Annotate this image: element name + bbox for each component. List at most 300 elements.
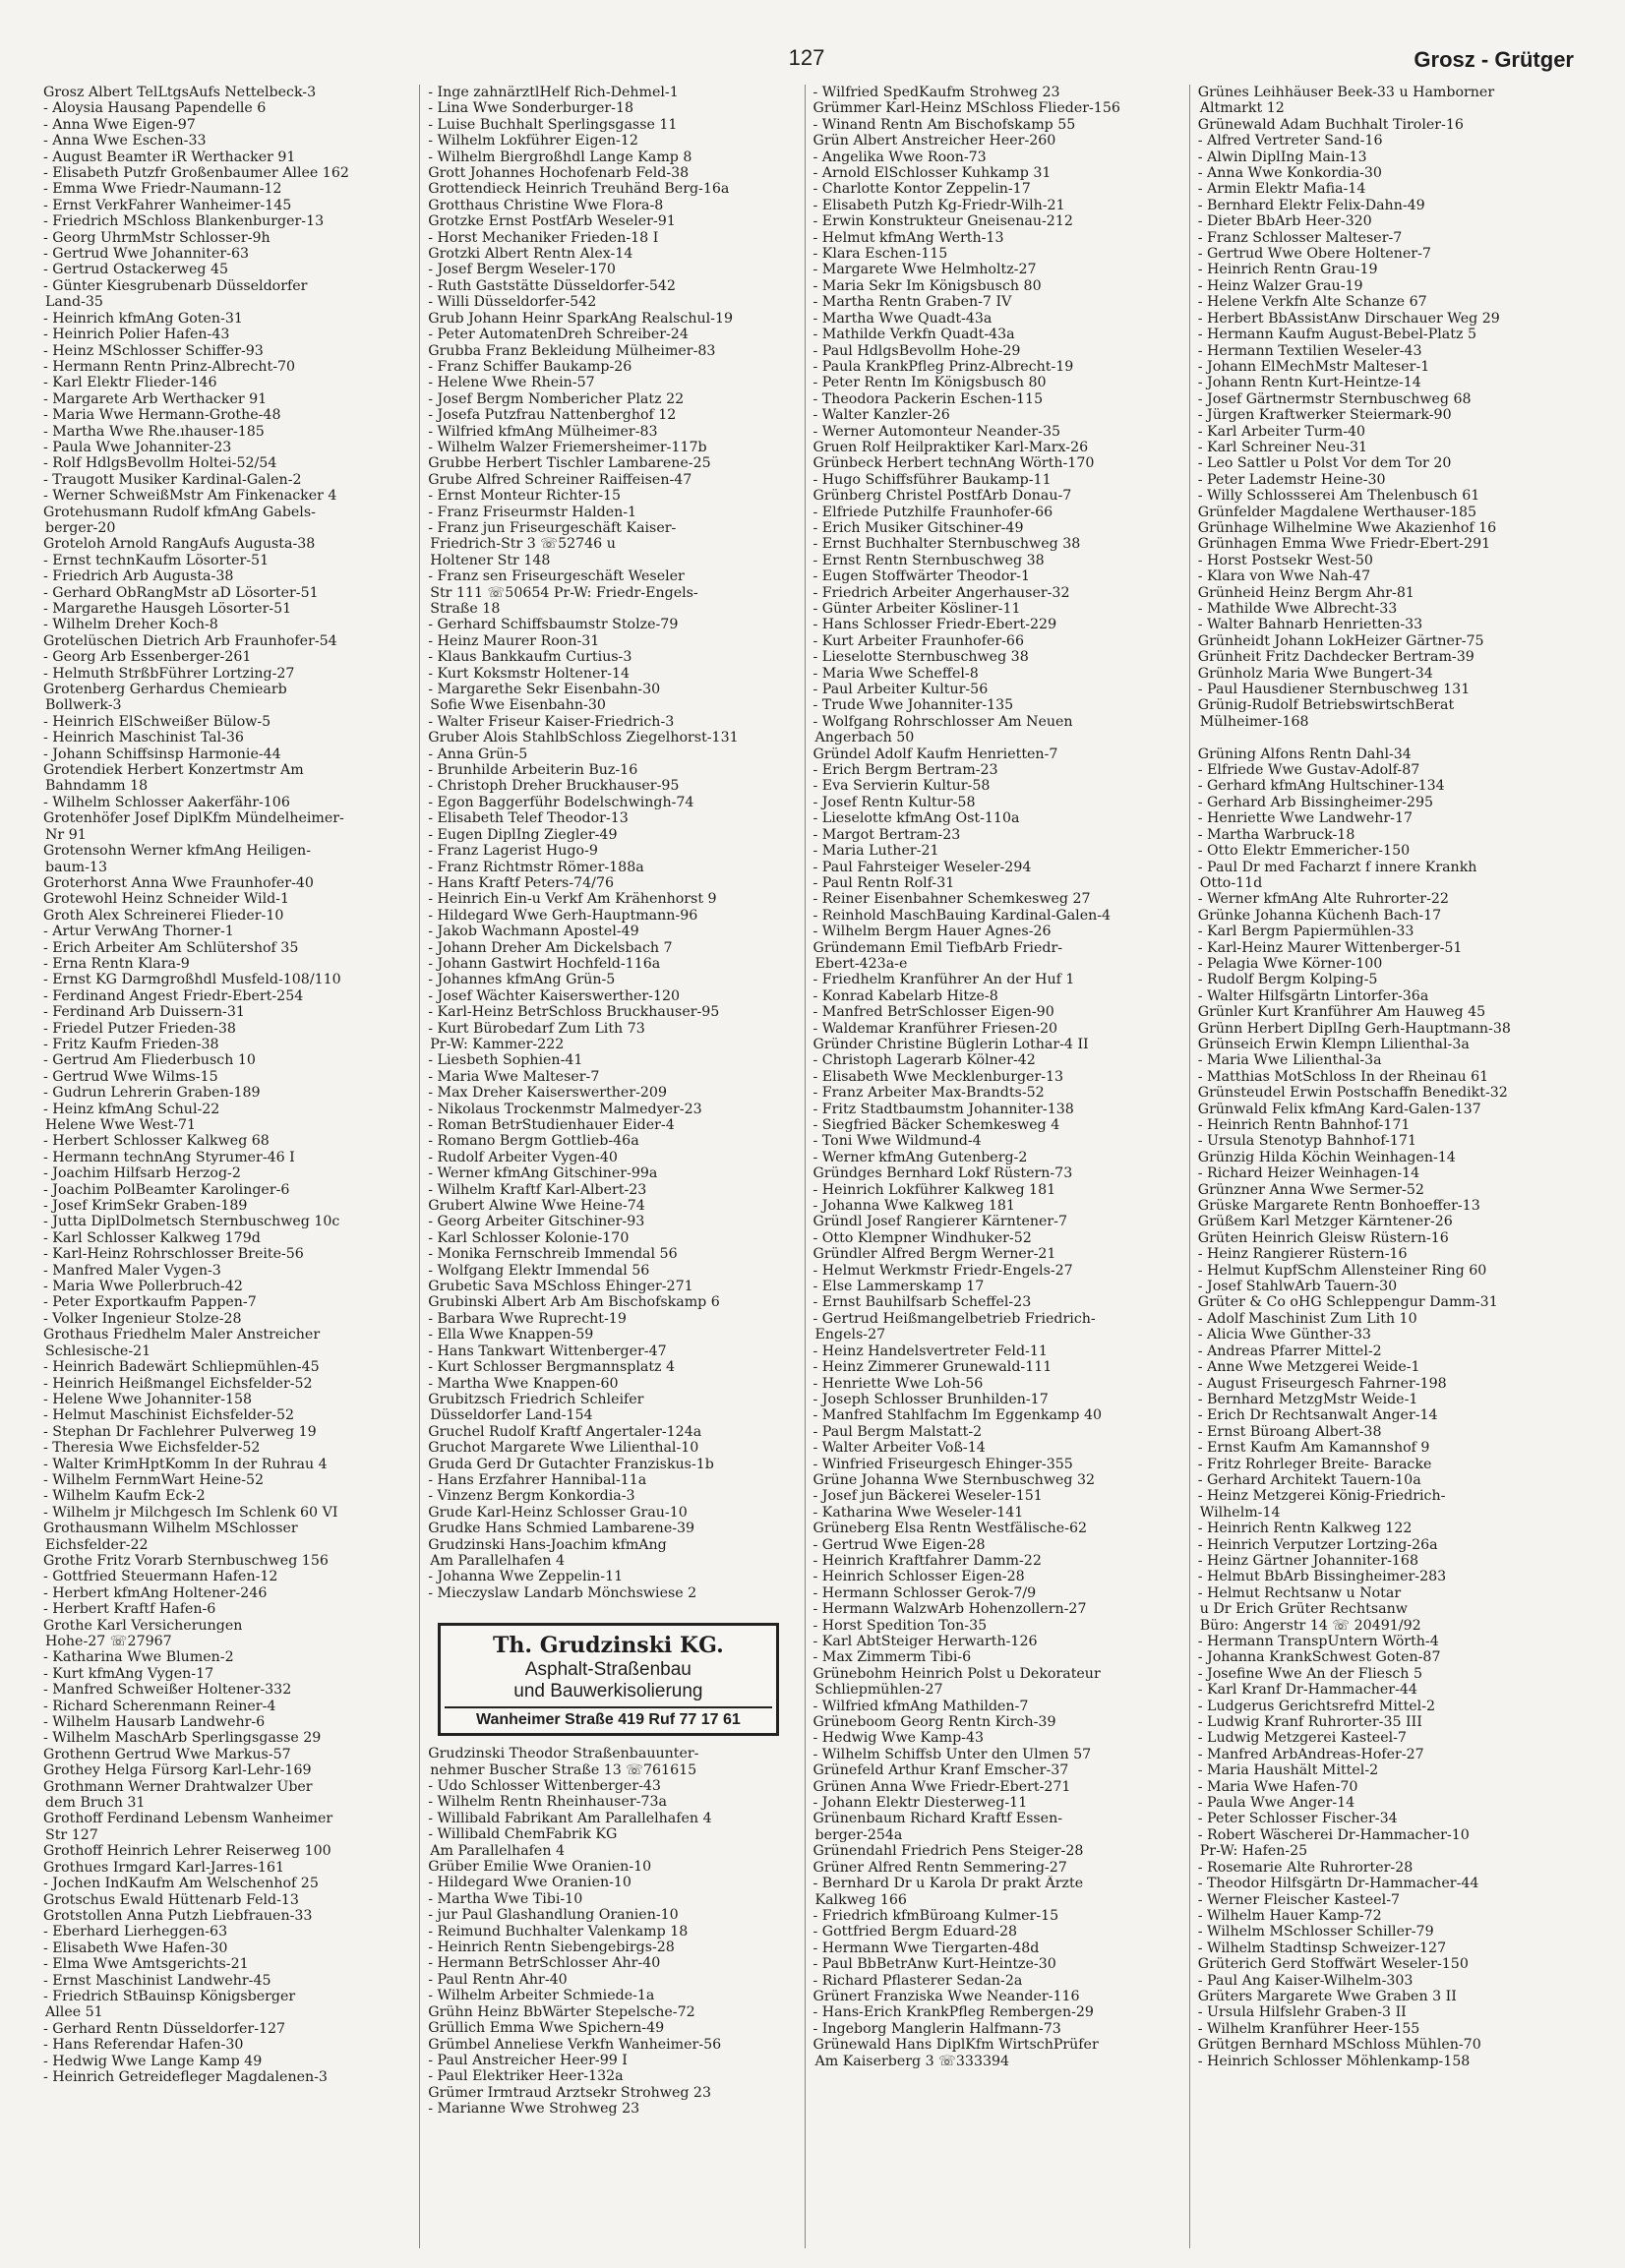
directory-entry: - Heinrich Badewärt Schliepmühlen-45 [43, 1359, 320, 1376]
directory-entry: - Konrad Kabelarb Hitze-8 [812, 987, 998, 1004]
directory-columns [35, 85, 1574, 2248]
directory-entry: - Eberhard Lierheggen-63 [43, 1924, 228, 1940]
directory-entry: - Margarethe Sekr Eisenbahn-30 [428, 682, 661, 698]
directory-entry: - Josef Rentn Kultur-58 [812, 794, 976, 810]
directory-entry: - Gertrud Am Fliederbusch 10 [43, 1052, 256, 1069]
directory-entry: - Heinz Rangierer Rüstern-16 [1197, 1246, 1408, 1263]
directory-entry: - Hans-Erich KrankPfleg Rembergen-29 [812, 2004, 1094, 2021]
directory-entry: - Walter Hilfsgärtn Lintorfer-36a [1197, 987, 1429, 1004]
directory-entry: - Elfriede Wwe Gustav-Adolf-87 [1197, 762, 1420, 779]
directory-entry: Grott Johannes Hochofenarb Feld-38 [428, 165, 690, 182]
directory-entry: Grütgen Bernhard MSchloss Mühlen-70 [1197, 2037, 1481, 2054]
directory-entry: - Friedrich Arb Augusta-38 [43, 568, 234, 585]
directory-entry: - Anna Wwe Konkordia-30 [1197, 165, 1382, 182]
directory-entry: - Martha Wwe Rhe.ıhauser-185 [43, 423, 265, 440]
directory-entry: - Gudrun Lehrerin Graben-189 [43, 1085, 261, 1102]
directory-entry: Altmarkt 12 [1199, 100, 1285, 117]
directory-entry: - Johann ElMechMstr Malteser-1 [1197, 358, 1430, 375]
directory-entry: Gründler Alfred Bergm Werner-21 [812, 1246, 1056, 1263]
directory-entry: Gründer Christine Büglerin Lothar-4 II [812, 1036, 1089, 1052]
directory-entry: - Anna Wwe Eigen-97 [43, 116, 196, 133]
directory-entry: - Waldemar Kranführer Friesen-20 [812, 1020, 1058, 1037]
directory-entry: Grünhagen Emma Wwe Friedr-Ebert-291 [1197, 536, 1491, 553]
directory-entry: - Herbert Schlosser Kalkweg 68 [43, 1133, 270, 1150]
directory-entry: - Walter Friseur Kaiser-Friedrich-3 [428, 713, 675, 730]
directory-entry: Grünen Anna Wwe Friedr-Ebert-271 [812, 1778, 1071, 1795]
directory-entry: - Wilhelm Arbeiter Schmiede-1a [428, 1988, 655, 2004]
directory-entry: - Friedel Putzer Frieden-38 [43, 1020, 236, 1037]
directory-entry: - Willibald Fabrikant Am Parallelhafen 4 [428, 1810, 712, 1826]
directory-entry: Ebert-423a-e [814, 955, 908, 972]
directory-entry: - Heinrich Maschinist Tal-36 [43, 730, 244, 746]
directory-entry: Helene Wwe West-71 [45, 1117, 197, 1133]
directory-entry: - Fritz Kaufm Frieden-38 [43, 1036, 219, 1052]
directory-entry: - Heinrich Rentn Bahnhof-171 [1197, 1117, 1411, 1133]
directory-entry: - Maria Haushält Mittel-2 [1197, 1762, 1379, 1779]
directory-entry: - Heinz kfmAng Schul-22 [43, 1101, 220, 1117]
directory-entry: Grüning Alfons Rentn Dahl-34 [1197, 746, 1412, 762]
directory-entry: Grünn Herbert DiplIng Gerh-Hauptmann-38 [1197, 1020, 1511, 1037]
directory-entry: - Helmut Werkmstr Friedr-Engels-27 [812, 1262, 1073, 1279]
running-head: Grosz - Grütger [1414, 47, 1574, 72]
directory-entry: - Hermann Wwe Tiergarten-48d [812, 1940, 1040, 1956]
directory-entry: Gruchot Margarete Wwe Lilienthal-10 [428, 1440, 699, 1457]
directory-entry: - Ernst Maschinist Landwehr-45 [43, 1972, 271, 1989]
directory-entry: - Friedrich MSchloss Blankenburger-13 [43, 213, 325, 230]
directory-entry: Grotzke Ernst PostfArb Weseler-91 [428, 213, 676, 230]
directory-entry: - Martha Wwe Knappen-60 [428, 1375, 619, 1392]
directory-entry: Grotelüschen Dietrich Arb Fraunhofer-54 [43, 632, 337, 649]
ad-address: Wanheimer Straße 419 Ruf 77 17 61 [445, 1706, 771, 1729]
directory-entry: - Gerhard Schiffsbaumstr Stolze-79 [428, 617, 679, 633]
directory-entry: - Ernst Rentn Sternbuschweg 38 [812, 552, 1045, 568]
directory-entry: Grünig-Rudolf BetriebswirtschBerat [1197, 697, 1455, 714]
directory-entry: - Inge zahnärztlHelf Rich-Dehmel-1 [428, 85, 679, 100]
directory-entry: Land-35 [45, 294, 103, 311]
directory-entry: - Erich Musiker Gitschiner-49 [812, 519, 1024, 536]
directory-entry: - Karl Arbeiter Turm-40 [1197, 423, 1366, 440]
directory-entry: - Maria Wwe Scheffel-8 [812, 665, 979, 682]
directory-entry: - Aloysia Hausang Papendelle 6 [43, 100, 267, 117]
directory-entry: - Hugo Schiffsführer Baukamp-11 [812, 471, 1052, 488]
directory-entry: Grotensohn Werner kfmAng Heiligen- [43, 843, 311, 860]
directory-entry: Grünes Leihhäuser Beek-33 u Hamborner [1197, 85, 1495, 100]
directory-entry: Gründel Adolf Kaufm Henrietten-7 [812, 746, 1058, 762]
directory-entry: - Heinz Gärtner Johanniter-168 [1197, 1552, 1418, 1569]
directory-entry: - Klara von Wwe Nah-47 [1197, 568, 1371, 585]
directory-entry: - Traugott Musiker Kardinal-Galen-2 [43, 471, 302, 488]
directory-entry: Otto-11d [1199, 874, 1263, 891]
directory-entry: Grünseich Erwin Klempn Lilienthal-3a [1197, 1036, 1470, 1052]
directory-entry: Grünsteudel Erwin Postschaffn Benedikt-32 [1197, 1085, 1508, 1102]
directory-entry: - Walter Kanzler-26 [812, 407, 950, 424]
directory-entry: - Herbert BbAssistAnw Dirschauer Weg 29 [1197, 310, 1500, 327]
directory-entry: - Ernst Monteur Richter-15 [428, 488, 622, 505]
directory-entry: - Jakob Wachmann Apostel-49 [428, 924, 639, 940]
directory-entry: - Ursula Stenotyp Bahnhof-171 [1197, 1133, 1416, 1150]
directory-entry: - Josefa Putzfrau Nattenberghof 12 [428, 407, 677, 424]
directory-entry: Grothoff Ferdinand Lebensm Wanheimer [43, 1811, 333, 1827]
directory-entry: Grothausmann Wilhelm MSchlosser [43, 1521, 298, 1537]
directory-entry: - Armin Elektr Mafia-14 [1197, 181, 1366, 198]
directory-entry: - Richard Scherenmann Reiner-4 [43, 1698, 276, 1714]
directory-entry: - Ernst Buchhalter Sternbuschweg 38 [812, 536, 1081, 553]
directory-entry: - Wilhelm Bergm Hauer Agnes-26 [812, 924, 1052, 940]
directory-entry: - Mathilde Wwe Albrecht-33 [1197, 601, 1398, 617]
directory-entry: - Paul Dr med Facharzt f innere Krankh [1197, 859, 1477, 875]
directory-entry: - Werner kfmAng Gutenberg-2 [812, 1149, 1028, 1165]
directory-entry: - Peter AutomatenDreh Schreiber-24 [428, 327, 689, 343]
directory-entry: - Willi Düsseldorfer-542 [428, 294, 597, 311]
directory-entry: - Hans Schlosser Friedr-Ebert-229 [812, 617, 1057, 633]
directory-entry: - Josef StahlwArb Tauern-30 [1197, 1279, 1398, 1295]
directory-entry: - Ludwig Metzgerei Kasteel-7 [1197, 1730, 1407, 1747]
directory-entry: Grünberg Christel PostfArb Donau-7 [812, 488, 1072, 505]
directory-entry: - Horst Mechaniker Frieden-18 I [428, 229, 659, 246]
directory-entry: - Wilhelm jr Milchgesch Im Schlenk 60 VI [43, 1504, 338, 1521]
directory-entry: - Maria Wwe Hermann-Grothe-48 [43, 407, 281, 424]
directory-entry: - Eugen DiplIng Ziegler-49 [428, 826, 618, 843]
directory-entry: - Liesbeth Sophien-41 [428, 1052, 583, 1069]
directory-entry: Bahndamm 18 [45, 778, 149, 795]
directory-entry: Grothe Fritz Vorarb Sternbuschweg 156 [43, 1552, 329, 1569]
directory-entry: - Margarete Arb Werthacker 91 [43, 390, 268, 407]
directory-entry: Grubinski Albert Arb Am Bischofskamp 6 [428, 1294, 720, 1311]
directory-entry: - Maria Wwe Hafen-70 [1197, 1778, 1358, 1795]
column-4 [1189, 85, 1574, 2248]
directory-entry: - Lieselotte kfmAng Ost-110a [812, 810, 1020, 827]
directory-entry: - Fritz Stadtbaumstm Johanniter-138 [812, 1101, 1074, 1117]
directory-entry: - Helmuth StrßbFührer Lortzing-27 [43, 665, 295, 682]
directory-entry: - Manfred Maler Vygen-3 [43, 1262, 221, 1279]
directory-entry: - Hans Referendar Hafen-30 [43, 2037, 244, 2054]
directory-entry: - Hermann TranspUntern Wörth-4 [1197, 1634, 1439, 1649]
directory-entry: - Werner Automonteur Neander-35 [812, 423, 1061, 440]
directory-entry: - Barbara Wwe Ruprecht-19 [428, 1310, 627, 1327]
directory-entry: - Elisabeth Telef Theodor-13 [428, 810, 629, 827]
directory-entry: - Ernst Kaufm Am Kamannshof 9 [1197, 1440, 1430, 1457]
directory-entry: Grothues Irmgard Karl-Jarres-161 [43, 1859, 285, 1876]
directory-entry: - Wilhelm Schiffsb Unter den Ulmen 57 [812, 1746, 1092, 1762]
directory-entry: Str 127 [45, 1826, 98, 1843]
directory-entry: - Klaus Bankkaufm Curtius-3 [428, 649, 632, 666]
directory-entry: - Otto Klempner Windhuker-52 [812, 1229, 1032, 1246]
directory-entry: - Bernhard Elektr Felix-Dahn-49 [1197, 197, 1425, 213]
directory-entry: Grotthaus Christine Wwe Flora-8 [428, 197, 664, 213]
directory-entry: - Willy Schlossserei Am Thelenbusch 61 [1197, 488, 1480, 505]
directory-entry: - Heinrich Rentn Grau-19 [1197, 262, 1378, 278]
directory-entry: Allee 51 [45, 2004, 103, 2021]
directory-entry: Grube Alfred Schreiner Raiffeisen-47 [428, 471, 692, 488]
directory-entry: - Werner kfmAng Gitschiner-99a [428, 1165, 658, 1182]
directory-entry: - Wolfgang Elektr Immendal 56 [428, 1262, 650, 1279]
directory-entry: - Manfred Schweißer Holtener-332 [43, 1682, 292, 1699]
directory-entry: - Hans Erzfahrer Hannibal-11a [428, 1471, 647, 1488]
directory-entry: - Jutta DiplDolmetsch Sternbuschweg 10c [43, 1214, 340, 1230]
directory-entry: Grünheit Fritz Dachdecker Bertram-39 [1197, 649, 1475, 666]
directory-entry: - Josef jun Bäckerei Weseler-151 [812, 1488, 1043, 1505]
directory-entry: - Paula KrankPfleg Prinz-Albrecht-19 [812, 358, 1074, 375]
directory-entry: - Wilhelm MaschArb Sperlingsgasse 29 [43, 1730, 322, 1747]
directory-entry: - Heinz Maurer Roon-31 [428, 632, 600, 649]
directory-entry: - Günter Kiesgrubenarb Düsseldorfer [43, 277, 308, 294]
directory-entry: - Egon Baggerführ Bodelschwingh-74 [428, 794, 694, 810]
directory-entry: - Paul BbBetrAnw Kurt-Heintze-30 [812, 1956, 1056, 1973]
directory-entry: - Gertrud Wwe Eigen-28 [812, 1536, 986, 1553]
directory-entry: - Johanna KrankSchwest Goten-87 [1197, 1649, 1441, 1666]
directory-entry: Grüllich Emma Wwe Spichern-49 [428, 2020, 665, 2037]
directory-entry: - Katharina Wwe Weseler-141 [812, 1504, 1024, 1521]
directory-entry: - Peter Exportkaufm Pappen-7 [43, 1294, 257, 1311]
directory-entry: - Rosemarie Alte Ruhrorter-28 [1197, 1859, 1414, 1876]
directory-entry: - Ferdinand Angest Friedr-Ebert-254 [43, 987, 304, 1004]
directory-entry: Grünewald Hans DiplKfm WirtschPrüfer [812, 2037, 1099, 2054]
column-1 [35, 85, 419, 2248]
directory-entry: Sofie Wwe Eisenbahn-30 [430, 697, 606, 714]
directory-entry: - Wilhelm Rentn Rheinhauser-73a [428, 1794, 667, 1811]
directory-entry: Gründges Bernhard Lokf Rüstern-73 [812, 1165, 1073, 1182]
directory-entry: Gründemann Emil TiefbArb Friedr- [812, 939, 1063, 956]
directory-entry: Grüner Alfred Rentn Semmering-27 [812, 1859, 1067, 1876]
directory-entry: - Heinrich Kraftfahrer Damm-22 [812, 1552, 1042, 1569]
directory-entry: Grünzner Anna Wwe Sermer-52 [1197, 1181, 1424, 1198]
directory-entry: - Wolfgang Rohrschlosser Am Neuen [812, 713, 1073, 730]
directory-entry: - Monika Fernschreib Immendal 56 [428, 1246, 678, 1263]
directory-entry: - Hans Kraftf Peters-74/76 [428, 874, 615, 891]
directory-entry: - Erich Dr Rechtsanwalt Anger-14 [1197, 1407, 1438, 1424]
directory-entry: - August Beamter iR Werthacker 91 [43, 149, 296, 165]
directory-entry: - Leo Sattler u Polst Vor dem Tor 20 [1197, 455, 1452, 472]
directory-entry: - Elisabeth Putzh Kg-Friedr-Wilh-21 [812, 197, 1065, 213]
directory-entry: - Henriette Wwe Landwehr-17 [1197, 810, 1414, 827]
directory-entry: Grothmann Werner Drahtwalzer Über [43, 1778, 313, 1795]
directory-entry: - Bernhard Dr u Karola Dr prakt Ärzte [812, 1876, 1084, 1892]
directory-entry: - Karl-Heinz BetrSchloss Bruckhauser-95 [428, 1004, 720, 1021]
directory-entry: - Elisabeth Wwe Mecklenburger-13 [812, 1068, 1064, 1085]
directory-entry: Kalkweg 166 [814, 1891, 907, 1908]
directory-entry: Grünendahl Friedrich Pens Steiger-28 [812, 1843, 1084, 1860]
directory-entry: Grothenn Gertrud Wwe Markus-57 [43, 1746, 291, 1762]
directory-entry: - Gottfried Steuermann Hafen-12 [43, 1569, 278, 1585]
directory-entry: - Friedrich StBauinsp Königsberger [43, 1988, 296, 2004]
directory-entry: Gruda Gerd Dr Gutachter Franziskus-1b [428, 1456, 714, 1472]
directory-entry: - Heinrich Ein-u Verkf Am Krähenhorst 9 [428, 891, 717, 908]
directory-entry: - Christoph Lagerarb Kölner-42 [812, 1052, 1036, 1069]
directory-entry: - Robert Wäscherei Dr-Hammacher-10 [1197, 1826, 1470, 1843]
directory-entry: - Maria Wwe Pollerbruch-42 [43, 1279, 243, 1295]
directory-entry: - Toni Wwe Wildmund-4 [812, 1133, 982, 1150]
directory-entry: - Theodora Packerin Eschen-115 [812, 390, 1044, 407]
directory-entry: Str 111 ☏50654 Pr-W: Friedr-Engels- [430, 584, 698, 601]
directory-entry: - Reiner Eisenbahner Schemkesweg 27 [812, 891, 1091, 908]
directory-entry: Grubetic Sava MSchloss Ehinger-271 [428, 1279, 693, 1295]
directory-entry: Grümmer Karl-Heinz MSchloss Flieder-156 [812, 100, 1120, 117]
directory-entry: - Arnold ElSchlosser Kuhkamp 31 [812, 165, 1052, 182]
directory-entry: - Ernst KG Darmgroßhdl Musfeld-108/110 [43, 972, 341, 988]
directory-entry: - Werner SchweißMstr Am Finkenacker 4 [43, 488, 337, 505]
directory-entry: - Horst Spedition Ton-35 [812, 1617, 988, 1634]
directory-entry: - Pelagia Wwe Körner-100 [1197, 955, 1383, 972]
directory-entry: Grubba Franz Bekleidung Mülheimer-83 [428, 342, 716, 359]
directory-entry: Düsseldorfer Land-154 [430, 1407, 593, 1424]
directory-entry: - Emma Wwe Friedr-Naumann-12 [43, 181, 282, 198]
directory-entry: Holtener Str 148 [430, 552, 551, 568]
directory-entry: - Ludwig Kranf Ruhrorter-35 III [1197, 1714, 1422, 1731]
directory-entry: - Peter Rentn Im Königsbusch 80 [812, 375, 1047, 391]
directory-entry: berger-20 [45, 519, 116, 536]
directory-entry: - Martha Warbruck-18 [1197, 826, 1355, 843]
directory-entry: Eichsfelder-22 [45, 1536, 149, 1553]
directory-entry: - Lieselotte Sternbuschweg 38 [812, 649, 1029, 666]
directory-entry: - Kurt kfmAng Vygen-17 [43, 1665, 214, 1682]
directory-entry: Groth Alex Schreinerei Flieder-10 [43, 907, 284, 924]
directory-entry: - Wilhelm Hauer Kamp-72 [1197, 1907, 1382, 1924]
directory-entry: - Karl Bergm Papiermühlen-33 [1197, 924, 1414, 940]
directory-entry: Mülheimer-168 [1199, 713, 1309, 730]
directory-entry: Grünert Franziska Wwe Neander-116 [812, 1988, 1080, 2004]
directory-entry: - Erna Rentn Klara-9 [43, 955, 190, 972]
directory-entry: - Ruth Gaststätte Düsseldorfer-542 [428, 277, 676, 294]
directory-entry: - Helmut BbArb Bissingheimer-283 [1197, 1569, 1447, 1585]
directory-entry: - Dieter BbArb Heer-320 [1197, 213, 1372, 230]
directory-entry: Grünheid Heinz Bergm Ahr-81 [1197, 584, 1414, 601]
directory-entry: - Helmut Rechtsanw u Notar [1197, 1584, 1402, 1601]
directory-entry: - Werner Fleischer Kasteel-7 [1197, 1891, 1401, 1908]
directory-entry: - Alicia Wwe Günther-33 [1197, 1327, 1371, 1343]
directory-entry: - Wilhelm Lokführer Eigen-12 [428, 133, 638, 149]
directory-entry: - Mathilde Verkfn Quadt-43a [812, 327, 1015, 343]
directory-entry: - Stephan Dr Fachlehrer Pulverweg 19 [43, 1423, 317, 1440]
directory-entry: Grünfelder Magdalene Werthauser-185 [1197, 504, 1477, 520]
directory-entry: Grubitzsch Friedrich Schleifer [428, 1391, 644, 1407]
directory-entry: - Rolf HdlgsBevollm Holtei-52/54 [43, 455, 277, 472]
directory-entry: - Johann Schiffsinsp Harmonie-44 [43, 746, 281, 762]
directory-entry: - Johann Elektr Diesterweg-11 [812, 1795, 1028, 1812]
directory-entry: - Klara Eschen-115 [812, 246, 948, 263]
directory-entry: - Volker Ingenieur Stolze-28 [43, 1310, 242, 1327]
directory-entry: - Adolf Maschinist Zum Lith 10 [1197, 1310, 1417, 1327]
directory-entry: - Siegfried Bäcker Schemkesweg 4 [812, 1117, 1060, 1133]
directory-entry: - Alfred Vertreter Sand-16 [1197, 133, 1383, 149]
directory-entry: Grünewald Adam Buchhalt Tiroler-16 [1197, 116, 1464, 133]
directory-entry: - Walter Bahnarb Henrietten-33 [1197, 617, 1423, 633]
directory-entry: - Elfriede Putzhilfe Fraunhofer-66 [812, 504, 1053, 520]
directory-entry: Grüneberg Elsa Rentn Westfälische-62 [812, 1521, 1088, 1537]
directory-entry: Groterhorst Anna Wwe Fraunhofer-40 [43, 874, 314, 891]
directory-entry: - Brunhilde Arbeiterin Buz-16 [428, 762, 638, 779]
directory-entry: - Kurt Arbeiter Fraunhofer-66 [812, 632, 1024, 649]
directory-entry: - Ernst Bauhilfsarb Scheffel-23 [812, 1294, 1032, 1311]
ad-line-2: und Bauwerkisolierung [513, 1681, 703, 1702]
directory-entry: - Romano Bergm Gottlieb-46a [428, 1133, 639, 1150]
directory-entry: - jur Paul Glashandlung Oranien-10 [428, 1907, 679, 1924]
directory-entry: - Franz jun Friseurgeschäft Kaiser- [428, 519, 677, 536]
directory-entry: Grothaus Friedhelm Maler Anstreicher [43, 1327, 321, 1343]
directory-entry: - Gertrud Wwe Johanniter-63 [43, 246, 250, 263]
directory-entry: - Wilfried SpedKaufm Strohweg 23 [812, 85, 1060, 100]
directory-entry: Engels-27 [814, 1327, 886, 1343]
directory-entry: - Gerhard Architekt Tauern-10a [1197, 1471, 1421, 1488]
directory-entry: - Katharina Wwe Blumen-2 [43, 1649, 234, 1666]
directory-entry: - Anna Wwe Eschen-33 [43, 133, 207, 149]
directory-entry: Grudzinski Hans-Joachim kfmAng [428, 1536, 667, 1553]
directory-entry: - Jochen IndKaufm Am Welschenhof 25 [43, 1876, 319, 1892]
directory-entry: - Joachim PolBeamter Karolinger-6 [43, 1181, 290, 1198]
directory-entry: - Walter KrimHptKomm In der Ruhrau 4 [43, 1456, 328, 1472]
directory-entry: - Wilfried kfmAng Mülheimer-83 [428, 423, 658, 440]
directory-entry: - Friedrich kfmBüroang Kulmer-15 [812, 1907, 1059, 1924]
directory-entry: - Johannes kfmAng Grün-5 [428, 972, 616, 988]
directory-entry: - Ingeborg Manglerin Halfmann-73 [812, 2020, 1061, 2037]
directory-entry: Groteloh Arnold RangAufs Augusta-38 [43, 536, 316, 553]
directory-entry: - Josef Bergm Nombericher Platz 22 [428, 390, 685, 407]
directory-entry: - Paul Rentn Rolf-31 [812, 874, 955, 891]
directory-entry: - Günter Arbeiter Kösliner-11 [812, 601, 1021, 617]
directory-entry: - Elisabeth Putzfr Großenbaumer Allee 162 [43, 165, 349, 182]
directory-entry: - Vinzenz Bergm Konkordia-3 [428, 1488, 635, 1505]
directory-entry: berger-254a [814, 1826, 903, 1843]
directory-entry: - Richard Heizer Weinhagen-14 [1197, 1165, 1420, 1182]
directory-entry: - Hermann Kaufm August-Bebel-Platz 5 [1197, 327, 1476, 343]
directory-entry: - Herbert Kraftf Hafen-6 [43, 1601, 216, 1618]
directory-entry: - Gerhard Rentn Düsseldorfer-127 [43, 2020, 286, 2037]
directory-entry: - Trude Wwe Johanniter-135 [812, 697, 1014, 714]
directory-entry: - Gerhard Arb Bissingheimer-295 [1197, 794, 1434, 810]
directory-entry: - Kurt Schlosser Bergmannsplatz 4 [428, 1359, 676, 1376]
directory-entry: nehmer Buscher Straße 13 ☏761615 [430, 1761, 697, 1778]
directory-entry: Grühn Heinz BbWärter Stepelsche-72 [428, 2003, 695, 2020]
directory-entry: - Wilhelm FernmWart Heine-52 [43, 1471, 265, 1488]
directory-entry: - Franz Schlosser Malteser-7 [1197, 229, 1403, 246]
directory-entry: - Heinz MSchlosser Schiffer-93 [43, 342, 264, 359]
directory-entry: - Martha Wwe Tibi-10 [428, 1890, 583, 1907]
directory-entry: - Ernst technKaufm Lösorter-51 [43, 552, 270, 568]
directory-entry: - Luise Buchhalt Sperlingsgasse 11 [428, 116, 678, 133]
directory-entry: - Max Dreher Kaiserswerther-209 [428, 1085, 667, 1102]
ad-company-name: Th. Grudzinski KG. [493, 1633, 724, 1659]
directory-entry: - Christoph Dreher Bruckhauser-95 [428, 778, 680, 795]
directory-entry: - Gertrud Wwe Obere Holtener-7 [1197, 246, 1431, 263]
directory-entry: - Heinrich Rentn Siebengebirgs-28 [428, 1940, 675, 1956]
directory-entry: - Franz Schiffer Baukamp-26 [428, 358, 632, 375]
directory-entry: - Franz Lagerist Hugo-9 [428, 843, 598, 860]
directory-entry: - Anna Grün-5 [428, 746, 528, 762]
directory-entry: - Heinrich Lokführer Kalkweg 181 [812, 1181, 1056, 1198]
directory-entry: Am Kaiserberg 3 ☏333394 [814, 2053, 1010, 2069]
directory-entry: - Paul Bergm Malstatt-2 [812, 1423, 983, 1440]
directory-entry: - Heinrich Verputzer Lortzing-26a [1197, 1536, 1438, 1553]
directory-entry: Grünefeld Arthur Kranf Emscher-37 [812, 1762, 1069, 1779]
directory-entry: - Hildegard Wwe Gerh-Hauptmann-96 [428, 907, 698, 924]
directory-entry: - Johann Rentn Kurt-Heintze-14 [1197, 375, 1421, 391]
directory-entry: - Georg UhrmMstr Schlosser-9h [43, 229, 271, 246]
directory-entry: - Johanna Wwe Kalkweg 181 [812, 1198, 1015, 1215]
directory-entry: Grotenberg Gerhardus Chemiearb [43, 682, 287, 698]
directory-entry: Grünbeck Herbert technAng Wörth-170 [812, 455, 1095, 472]
directory-entry: - Hermann Rentn Prinz-Albrecht-70 [43, 358, 296, 375]
directory-entry: Grüne Johanna Wwe Sternbuschweg 32 [812, 1471, 1096, 1488]
directory-entry: - Margarete Wwe Helmholtz-27 [812, 262, 1037, 278]
directory-entry: Grotendiek Herbert Konzertmstr Am [43, 762, 304, 779]
directory-entry: - Heinz Zimmerer Grunewald-111 [812, 1359, 1053, 1376]
directory-entry: - Richard Pflasterer Sedan-2a [812, 1972, 1023, 1989]
directory-entry: Grün Albert Anstreicher Heer-260 [812, 133, 1056, 149]
directory-entry: - Karl-Heinz Maurer Wittenberger-51 [1197, 939, 1463, 956]
directory-entry: - Josef Bergm Weseler-170 [428, 262, 616, 278]
directory-entry: - Maria Sekr Im Königsbusch 80 [812, 277, 1042, 294]
directory-entry: - Paul Arbeiter Kultur-56 [812, 682, 989, 698]
directory-entry: - Matthias MotSchloss In der Rheinau 61 [1197, 1068, 1489, 1085]
